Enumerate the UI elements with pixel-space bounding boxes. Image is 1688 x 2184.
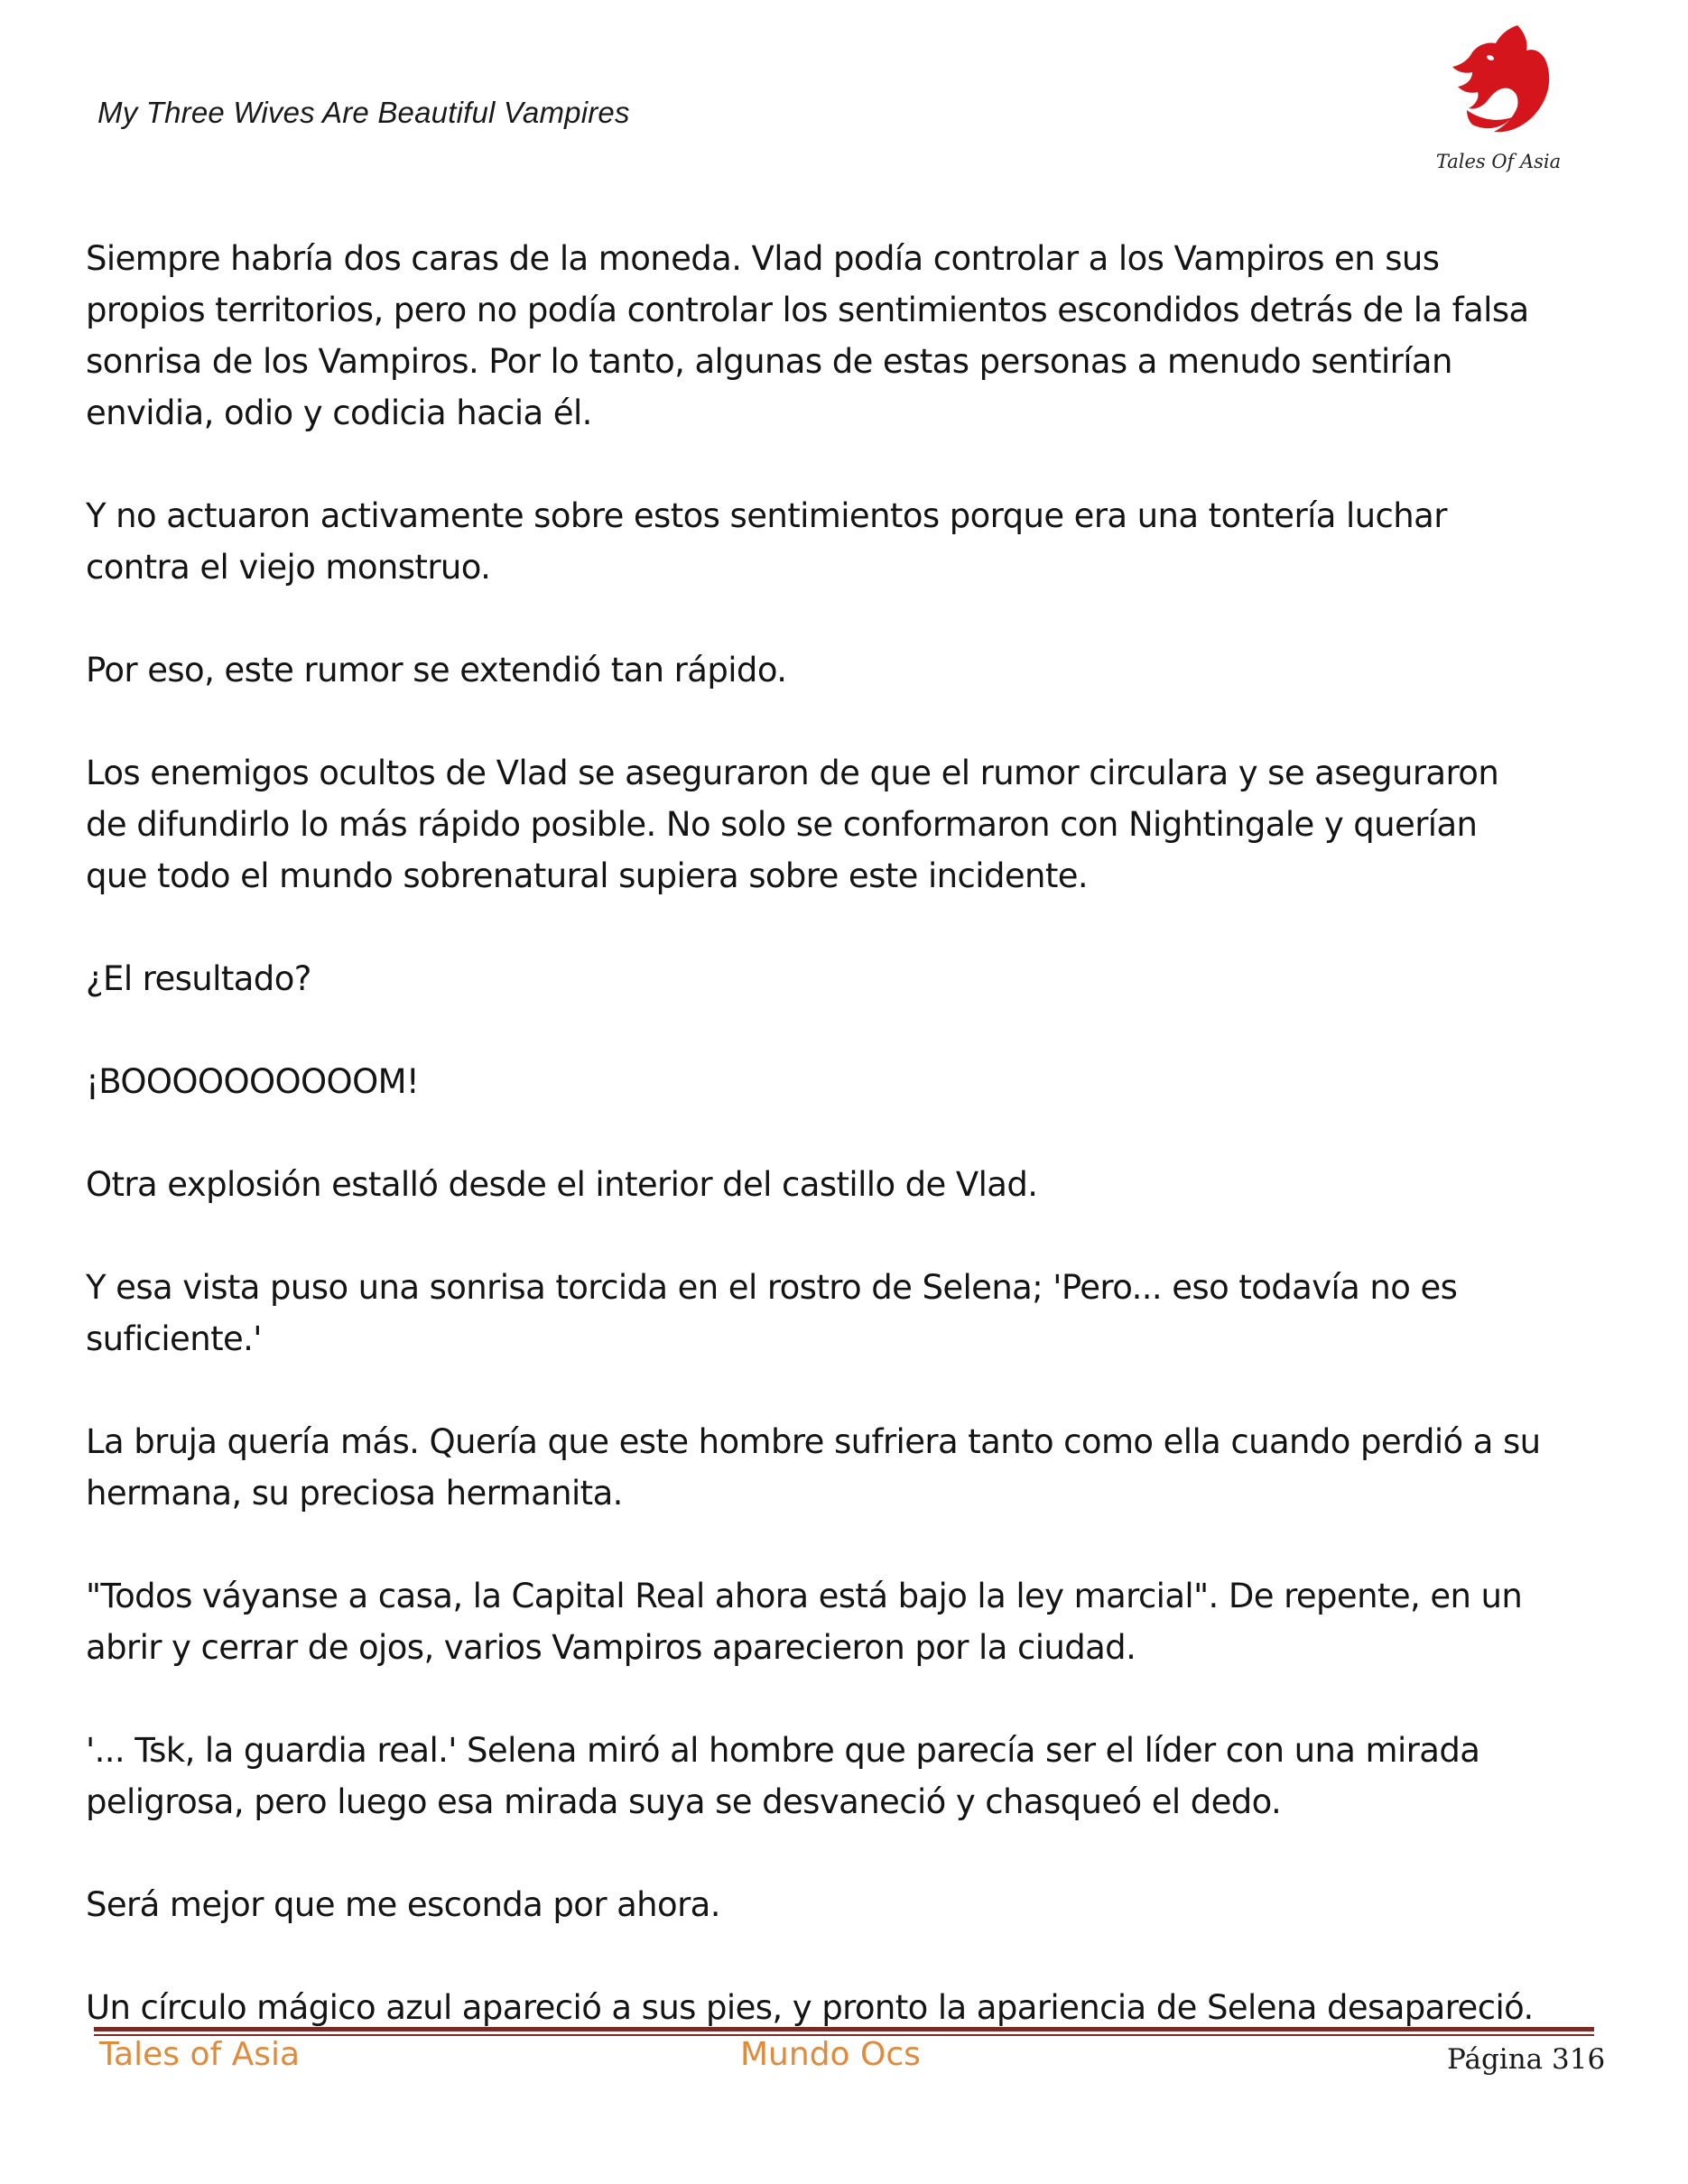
logo-text: Tales Of Asia — [1435, 151, 1562, 172]
footer-site-name: Tales of Asia — [99, 2036, 301, 2073]
paragraph: Y no actuaron activamente sobre estos sentimientos porque era una tontería luchar contra el viejo monstruo. — [86, 496, 1447, 587]
paragraph: Y esa vista puso una sonrisa torcida en el rostro de Selena; 'Pero... eso todavía no es suficiente.' — [86, 1268, 1458, 1358]
paragraph: Será mejor que me esconda por ahora. — [86, 1885, 720, 1924]
paragraph: '... Tsk, la guardia real.' Selena miró al hombre que parecía ser el líder con una mirada peligrosa, pero luego esa mirada suya se desvaneció y chasqueó el dedo. — [86, 1731, 1480, 1821]
footer-divider — [94, 2027, 1594, 2031]
tales-of-asia-logo — [1431, 20, 1566, 182]
paragraph: Por eso, este rumor se extendió tan rápido. — [86, 651, 787, 689]
paragraph: Otra explosión estalló desde el interior del castillo de Vlad. — [86, 1165, 1038, 1204]
header-title: My Three Wives Are Beautiful Vampires — [97, 96, 630, 129]
dragon-logo-icon — [1431, 20, 1566, 155]
paragraph: La bruja quería más. Quería que este hombre sufriera tanto como ella cuando perdió a su hermana, su preciosa hermanita. — [86, 1422, 1541, 1513]
footer-section-name: Mundo Ocs — [740, 2036, 921, 2073]
page-body — [86, 233, 1620, 2033]
paragraph: ¿El resultado? — [86, 959, 311, 998]
page-number: Página 316 — [1447, 2043, 1606, 2076]
paragraph: Los enemigos ocultos de Vlad se aseguraron de que el rumor circulara y se aseguraron de difundirlo lo más rápido posible. No solo se conformaron con Nightingale y querían que todo el mundo sobrenatural supiera sobre este incidente. — [86, 754, 1499, 895]
paragraph: "Todos váyanse a casa, la Capital Real ahora está bajo la ley marcial". De repente, en un abrir y cerrar de ojos, varios Vampiros aparecieron por la ciudad. — [86, 1577, 1523, 1667]
paragraph: Un círculo mágico azul apareció a sus pies, y pronto la apariencia de Selena desapareció. — [86, 1988, 1534, 2027]
paragraph: ¡BOOOOOOOOOOM! — [86, 1062, 420, 1101]
paragraph: Siempre habría dos caras de la moneda. Vlad podía controlar a los Vampiros en sus propios territorios, pero no podía controlar los sentimientos escondidos detrás de la falsa sonrisa de los Vampiros. Por lo tanto, algunas de estas personas a menudo sentirían envidia, odio y codicia hacia él. — [86, 239, 1529, 432]
